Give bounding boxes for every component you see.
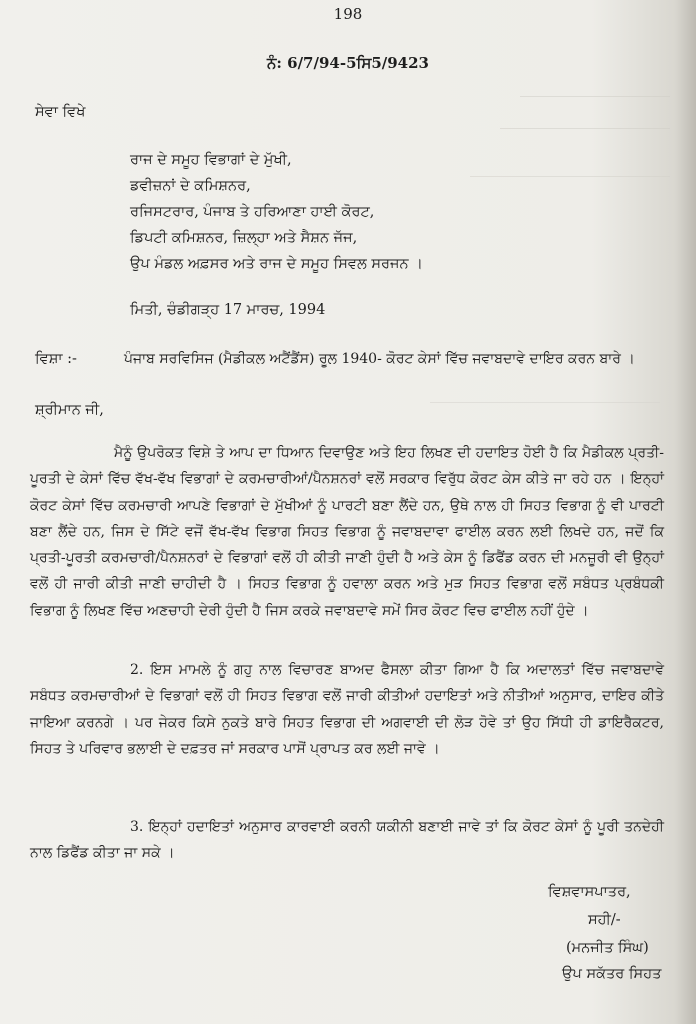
signed-mark: ਸਹੀ/-	[588, 912, 621, 928]
bleed-through-mark	[430, 402, 660, 411]
bleed-through-mark	[520, 96, 670, 105]
recipient-line: ਰਾਜ ਦੇ ਸਮੂਹ ਵਿਭਾਗਾਂ ਦੇ ਮੁੱਖੀ,	[130, 152, 292, 168]
page-number: 198	[333, 5, 363, 23]
valediction: ਵਿਸ਼ਵਾਸਪਾਤਰ,	[548, 884, 631, 900]
signatory-name: (ਮਨਜੀਤ ਸਿੰਘ)	[566, 940, 649, 956]
paragraph-2: 2. ਇਸ ਮਾਮਲੇ ਨੂੰ ਗਹੁ ਨਾਲ ਵਿਚਾਰਣ ਬਾਅਦ ਫੈਸਲਾ ਕੀਤਾ ਗਿਆ ਹੈ ਕਿ ਅਦਾਲਤਾਂ ਵਿੱਚ ਜਵਾਬਦਾਵੇ ਸਬੰਧਤ ਕਰਮਚਾਰੀਆਂ ਦੇ ਵਿਭਾਗਾਂ ਵਲੋਂ ਹੀ ਸਿਹਤ ਵਿਭਾਗ ਵਲੋਂ ਜਾਰੀ ਕੀਤੀਆਂ ਹਦਾਇਤਾਂ ਅਤੇ ਨੀਤੀਆਂ ਅਨੁਸਾਰ, ਦਾਇਰ ਕੀਤੇ ਜਾਇਆ ਕਰਨਗੇ । ਪਰ ਜੇਕਰ ਕਿਸੇ ਨੁਕਤੇ ਬਾਰੇ ਸਿਹਤ ਵਿਭਾਗ ਦੀ ਅਗਵਾਈ ਦੀ ਲੋੜ ਹੋਵੇ ਤਾਂ ਉਹ ਸਿੱਧੀ ਹੀ ਡਾਇਰੈਕਟਰ, ਸਿਹਤ ਤੇ ਪਰਿਵਾਰ ਭਲਾਈ ਦੇ ਦਫ਼ਤਰ ਜਾਂ ਸਰਕਾਰ ਪਾਸੋਂ ਪ੍ਰਾਪਤ ਕਰ ਲਈ ਜਾਵੇ ।	[30, 662, 664, 757]
subject-label: ਵਿਸ਼ਾ :-	[35, 351, 77, 367]
paragraph-1: ਮੈਨੂੰ ਉਪਰੋਕਤ ਵਿਸ਼ੇ ਤੇ ਆਪ ਦਾ ਧਿਆਨ ਦਿਵਾਉਣ ਅਤੇ ਇਹ ਲਿਖਣ ਦੀ ਹਦਾਇਤ ਹੋਈ ਹੈ ਕਿ ਮੈਡੀਕਲ ਪ੍ਰਤੀ-ਪੂਰਤੀ ਦੇ ਕੇਸਾਂ ਵਿੱਚ ਵੱਖ-ਵੱਖ ਵਿਭਾਗਾਂ ਦੇ ਕਰਮਚਾਰੀਆਂ/ਪੈਨਸ਼ਨਰਾਂ ਵਲੋਂ ਸਰਕਾਰ ਵਿਰੁੱਧ ਕੋਰਟ ਕੇਸ ਕੀਤੇ ਜਾ ਰਹੇ ਹਨ । ਇਨ੍ਹਾਂ ਕੋਰਟ ਕੇਸਾਂ ਵਿੱਚ ਕਰਮਚਾਰੀ ਆਪਣੇ ਵਿਭਾਗਾਂ ਦੇ ਮੁੱਖੀਆਂ ਨੂੰ ਪਾਰਟੀ ਬਣਾ ਲੈਂਦੇ ਹਨ, ਉਥੇ ਨਾਲ ਹੀ ਸਿਹਤ ਵਿਭਾਗ ਨੂੰ ਵੀ ਪਾਰਟੀ ਬਣਾ ਲੈਂਦੇ ਹਨ, ਜਿਸ ਦੇ ਸਿੱਟੇ ਵਜੋਂ ਵੱਖ-ਵੱਖ ਵਿਭਾਗ ਸਿਹਤ ਵਿਭਾਗ ਨੂੰ ਜਵਾਬਦਾਵਾ ਫਾਈਲ ਕਰਨ ਲਈ ਲਿਖਦੇ ਹਨ, ਜਦੋਂ ਕਿ ਪ੍ਰਤੀ-ਪੂਰਤੀ ਕਰਮਚਾਰੀ/ਪੈਨਸ਼ਨਰਾਂ ਦੇ ਵਿਭਾਗਾਂ ਵਲੋਂ ਹੀ ਕੀਤੀ ਜਾਣੀ ਹੁੰਦੀ ਹੈ ਅਤੇ ਕੇਸ ਨੂੰ ਡਿਫੈਂਡ ਕਰਨ ਦੀ ਮਨਜ਼ੂਰੀ ਵੀ ਉਨ੍ਹਾਂ ਵਲੋਂ ਹੀ ਜਾਰੀ ਕੀਤੀ ਜਾਣੀ ਚਾਹੀਦੀ ਹੈ । ਸਿਹਤ ਵਿਭਾਗ ਨੂੰ ਹਵਾਲਾ ਕਰਨ ਅਤੇ ਮੁੜ ਸਿਹਤ ਵਿਭਾਗ ਵਲੋਂ ਸਬੰਧਤ ਪ੍ਰਬੰਧਕੀ ਵਿਭਾਗ ਨੂੰ ਲਿਖਣ ਵਿੱਚ ਅਣਚਾਹੀ ਦੇਰੀ ਹੁੰਦੀ ਹੈ ਜਿਸ ਕਰਕੇ ਜਵਾਬਦਾਵੇ ਸਮੇਂ ਸਿਰ ਕੋਰਟ ਵਿਚ ਫਾਈਲ ਨਹੀਂ ਹੁੰਦੇ ।	[30, 445, 664, 619]
subject-text: ਪੰਜਾਬ ਸਰਵਿਸਿਜ (ਮੈਡੀਕਲ ਅਟੈਂਡੈਂਸ) ਰੂਲ 1940- ਕੋਰਟ ਕੇਸਾਂ ਵਿੱਚ ਜਵਾਬਦਾਵੇ ਦਾਇਰ ਕਰਨ ਬਾਰੇ ।	[124, 351, 635, 367]
recipient-line: ਡਿਪਟੀ ਕਮਿਸ਼ਨਰ, ਜ਼ਿਲ੍ਹਾ ਅਤੇ ਸੈਸ਼ਨ ਜੱਜ,	[130, 230, 358, 246]
signatory-designation: ਉਪ ਸਕੱਤਰ ਸਿਹਤ	[562, 966, 662, 982]
recipient-line: ਰਜਿਸਟਰਾਰ, ਪੰਜਾਬ ਤੇ ਹਰਿਆਣਾ ਹਾਈ ਕੋਰਟ,	[130, 204, 375, 220]
greeting: ਸ਼੍ਰੀਮਾਨ ਜੀ,	[35, 402, 104, 418]
date-line: ਮਿਤੀ, ਚੰਡੀਗੜ੍ਹ 17 ਮਾਰਚ, 1994	[130, 302, 326, 318]
bleed-through-mark	[470, 176, 670, 185]
bleed-through-mark	[500, 128, 670, 137]
salutation-to: ਸੇਵਾ ਵਿਖੇ	[35, 104, 86, 120]
recipient-line: ਡਵੀਜ਼ਨਾਂ ਦੇ ਕਮਿਸ਼ਨਰ,	[130, 178, 251, 194]
paragraph-3: 3. ਇਨ੍ਹਾਂ ਹਦਾਇਤਾਂ ਅਨੁਸਾਰ ਕਾਰਵਾਈ ਕਰਨੀ ਯਕੀਨੀ ਬਣਾਈ ਜਾਵੇ ਤਾਂ ਕਿ ਕੋਰਟ ਕੇਸਾਂ ਨੂੰ ਪੂਰੀ ਤਨਦੇਹੀ ਨਾਲ ਡਿਫੈਂਡ ਕੀਤਾ ਜਾ ਸਕੇ ।	[30, 819, 664, 862]
recipient-line: ਉਪ ਮੰਡਲ ਅਫ਼ਸਰ ਅਤੇ ਰਾਜ ਦੇ ਸਮੂਹ ਸਿਵਲ ਸਰਜਨ ।	[130, 256, 423, 272]
reference-number: ਨੰ: 6/7/94-5ਸਿ5/9423	[267, 54, 429, 72]
